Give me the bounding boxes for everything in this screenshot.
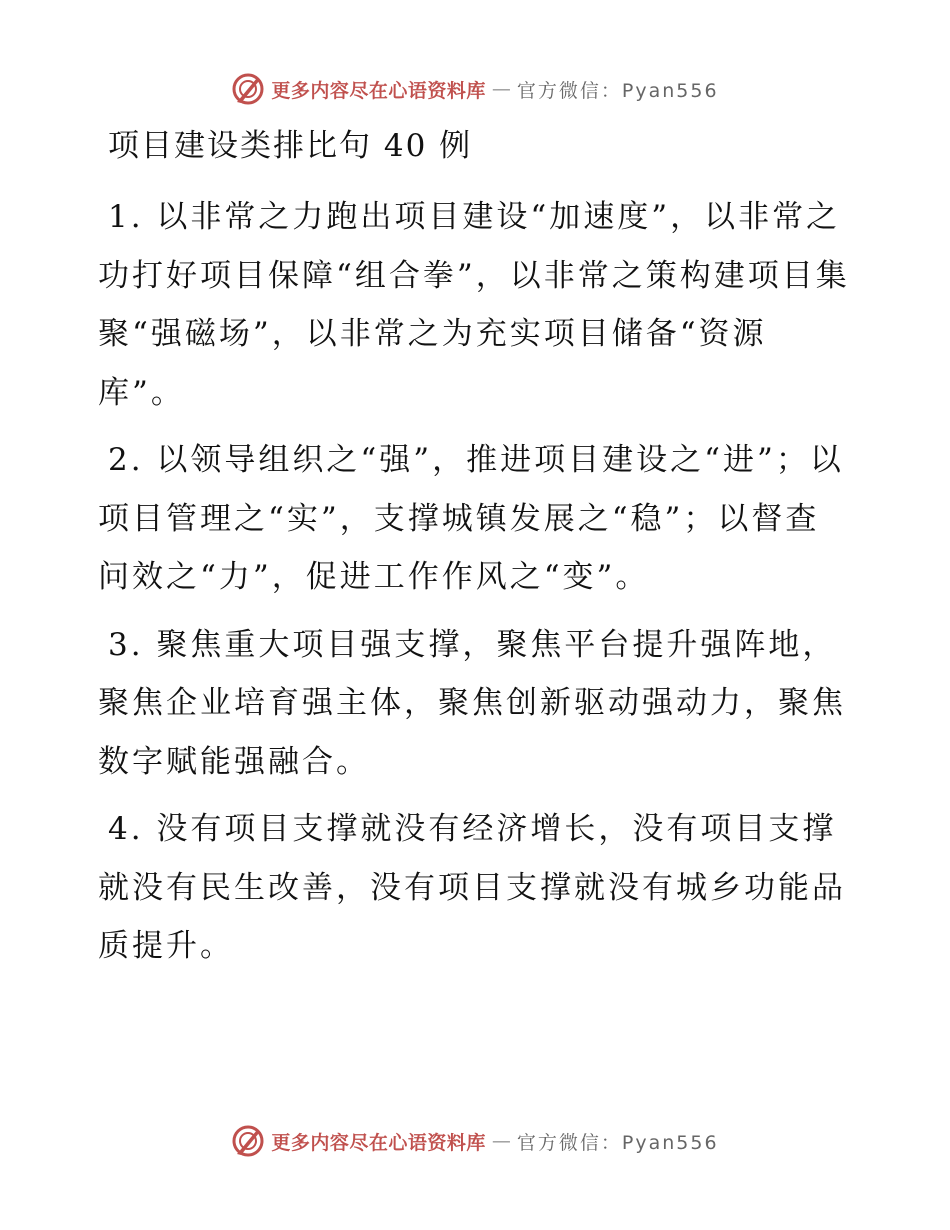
quill-logo-icon (231, 1124, 265, 1158)
watermark-footer (0, 1124, 950, 1158)
document-body (98, 122, 850, 985)
watermark-header (0, 72, 950, 106)
watermark-separator: — (491, 78, 511, 100)
watermark-separator: — (491, 1130, 511, 1152)
paragraph-1: 1. 以非常之力跑出项目建设“加速度”，以非常之功打好项目保障“组合拳”，以非常之策构建项目集聚“强磁场”，以非常之为充实项目储备“资源库”。 (98, 199, 850, 411)
quill-logo-icon (231, 72, 265, 106)
watermark-text: 更多内容尽在心语资料库 (271, 1131, 486, 1154)
watermark-text: 更多内容尽在心语资料库 (271, 79, 486, 102)
paragraph-3: 3. 聚焦重大项目强支撑，聚焦平台提升强阵地，聚焦企业培育强主体，聚焦创新驱动强动力，聚焦数字赋能强融合。 (98, 626, 846, 780)
document-title: 项目建设类排比句 40 例 (108, 128, 473, 164)
paragraph-2: 2. 以领导组织之“强”，推进项目建设之“进”；以项目管理之“实”，支撑城镇发展之“稳”；以督查问效之“力”，促进工作作风之“变”。 (98, 442, 844, 595)
watermark-wechat: 官方微信：Pyan556 (516, 79, 719, 102)
watermark-wechat: 官方微信：Pyan556 (516, 1131, 719, 1154)
paragraph-4: 4. 没有项目支撑就没有经济增长，没有项目支撑就没有民生改善，没有项目支撑就没有城乡功能品质提升。 (98, 811, 846, 964)
